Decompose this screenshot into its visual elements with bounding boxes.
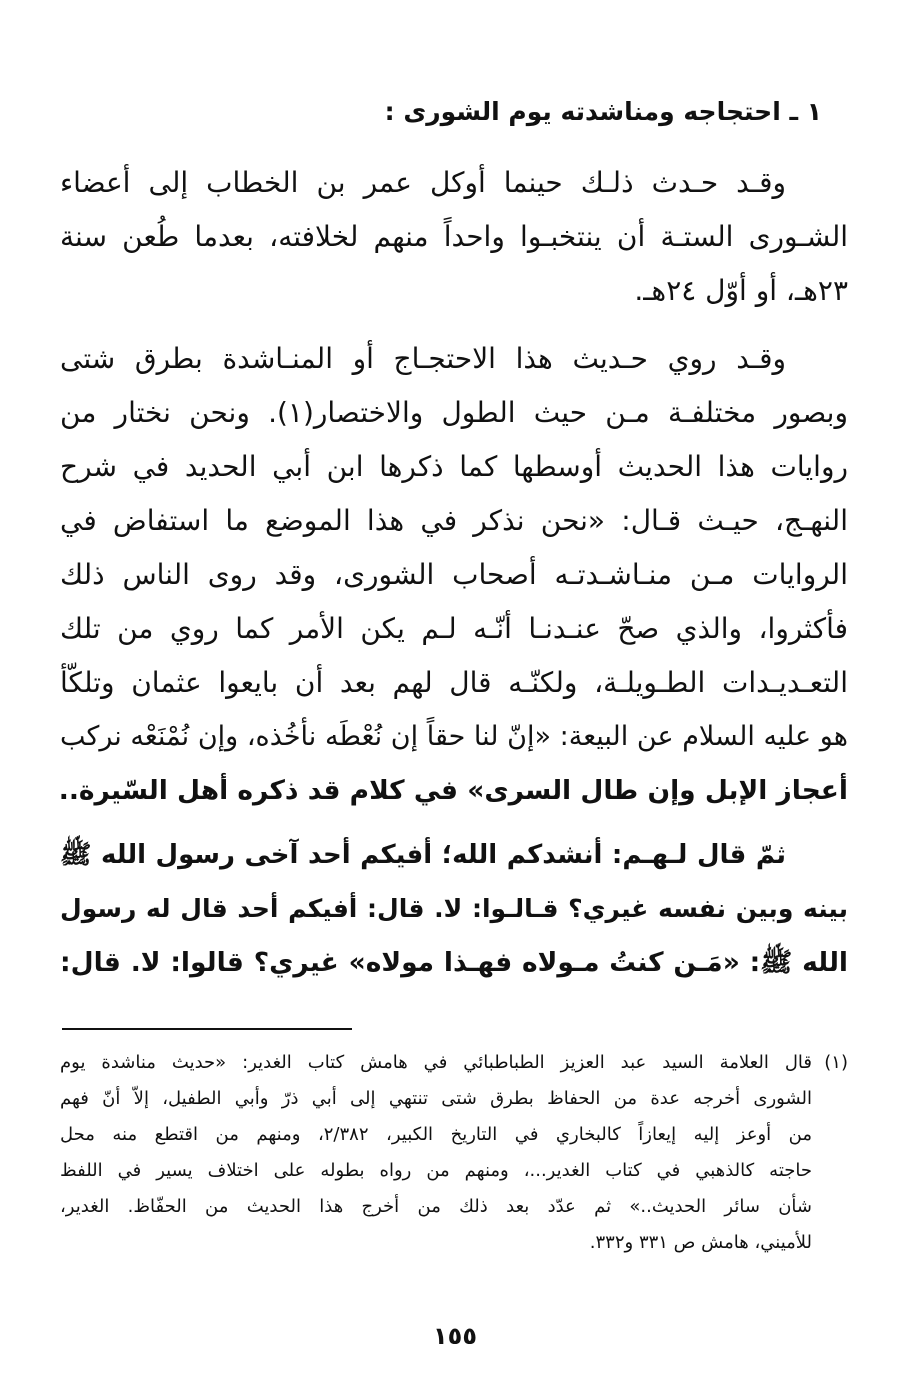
paragraph-line: روايات هذا الحديث أوسطها كما ذكرها ابن أبي الحديد في شرح (60, 450, 848, 483)
paragraph-line: هو عليه السلام عن البيعة: «إنّ لنا حقاً إن نُعْطَه نأخُذه، وإن نُمْنَعْه نركب (60, 721, 848, 752)
paragraph-line: وبصور مختلفـة مـن حيث الطول والاختصار(١). ونحن نختار من (60, 396, 848, 429)
paragraph-line: ٢٣هـ، أو أوّل ٢٤هـ. (634, 274, 848, 307)
footnote-line: الشورى أخرجه عدة من الحفاظ بطرق شتى تنتهي إلى أبي ذرّ وأبي الطفيل، إلاّ أنّ فهم (60, 1088, 812, 1109)
paragraph-line: الروايات مـن منـاشـدتـه أصحاب الشورى، وقد روى الناس ذلك (60, 558, 848, 591)
footnote-line: قال العلامة السيد عبد العزيز الطباطبائي في هامش كتاب الغدير: «حديث مناشدة يوم (60, 1052, 812, 1073)
paragraph-line: فأكثروا، والذي صحّ عنـدنـا أنّـه لـم يكن الأمر كما روي من تلك (60, 612, 848, 645)
paragraph-line: الشـورى الستـة أن ينتخبـوا واحداً منهم لخلافته، بعدما طُعن سنة (60, 220, 848, 253)
footnote-line: حاجته كالذهبي في كتاب الغدير...، ومنهم من رواه بطوله على اختلاف يسير في اللفظ (60, 1160, 812, 1181)
page-number: ١٥٥ (433, 1322, 477, 1350)
footnote-divider (62, 1028, 352, 1030)
paragraph-line: النهـج، حيـث قـال: «نحن نذكر في هذا الموضع ما استفاض في (60, 504, 848, 537)
footnote-line: للأميني، هامش ص ٣٣١ و٣٣٢. (589, 1232, 812, 1253)
footnote-line: شأن سائر الحديث..» ثم عدّد بعد ذلك من أخرج هذا الحديث من الحفّاظ. الغدير، (60, 1196, 812, 1217)
section-heading: ١ ـ احتجاجه ومناشدته يوم الشورى : (384, 97, 822, 126)
paragraph-line: وقـد حـدث ذلـك حينما أوكل عمر بن الخطاب إلى أعضاء (60, 166, 786, 199)
paragraph-line: ثمّ قال لـهـم: أنشدكم الله؛ أفيكم أحد آخى رسول الله ﷺ (60, 840, 786, 870)
paragraph-line: الله ﷺ: «مَـن كنتُ مـولاه فهـذا مولاه» غيري؟ قالوا: لا. قال: (60, 947, 848, 978)
paragraph-line: التعـديـدات الطـويلـة، ولكنّـه قال لهم بعد أن بايعوا عثمان وتلكّأ (60, 666, 848, 699)
footnote-line: من أوعز إليه إيعازاً كالبخاري في التاريخ الكبير، ٢/٣٨٢، ومنهم من اقتطع منه محل (60, 1124, 812, 1145)
paragraph-line: بينه وبين نفسه غيري؟ قـالـوا: لا. قال: أفيكم أحد قال له رسول (60, 894, 848, 923)
paragraph-line: وقـد روي حـديث هذا الاحتجـاج أو المنـاشدة بطرق شتى (60, 342, 786, 375)
paragraph-line: أعجاز الإبل وإن طال السرى» في كلام قد ذكره أهل السّيرة.. (58, 775, 848, 806)
footnote-number: (١) (824, 1052, 848, 1073)
